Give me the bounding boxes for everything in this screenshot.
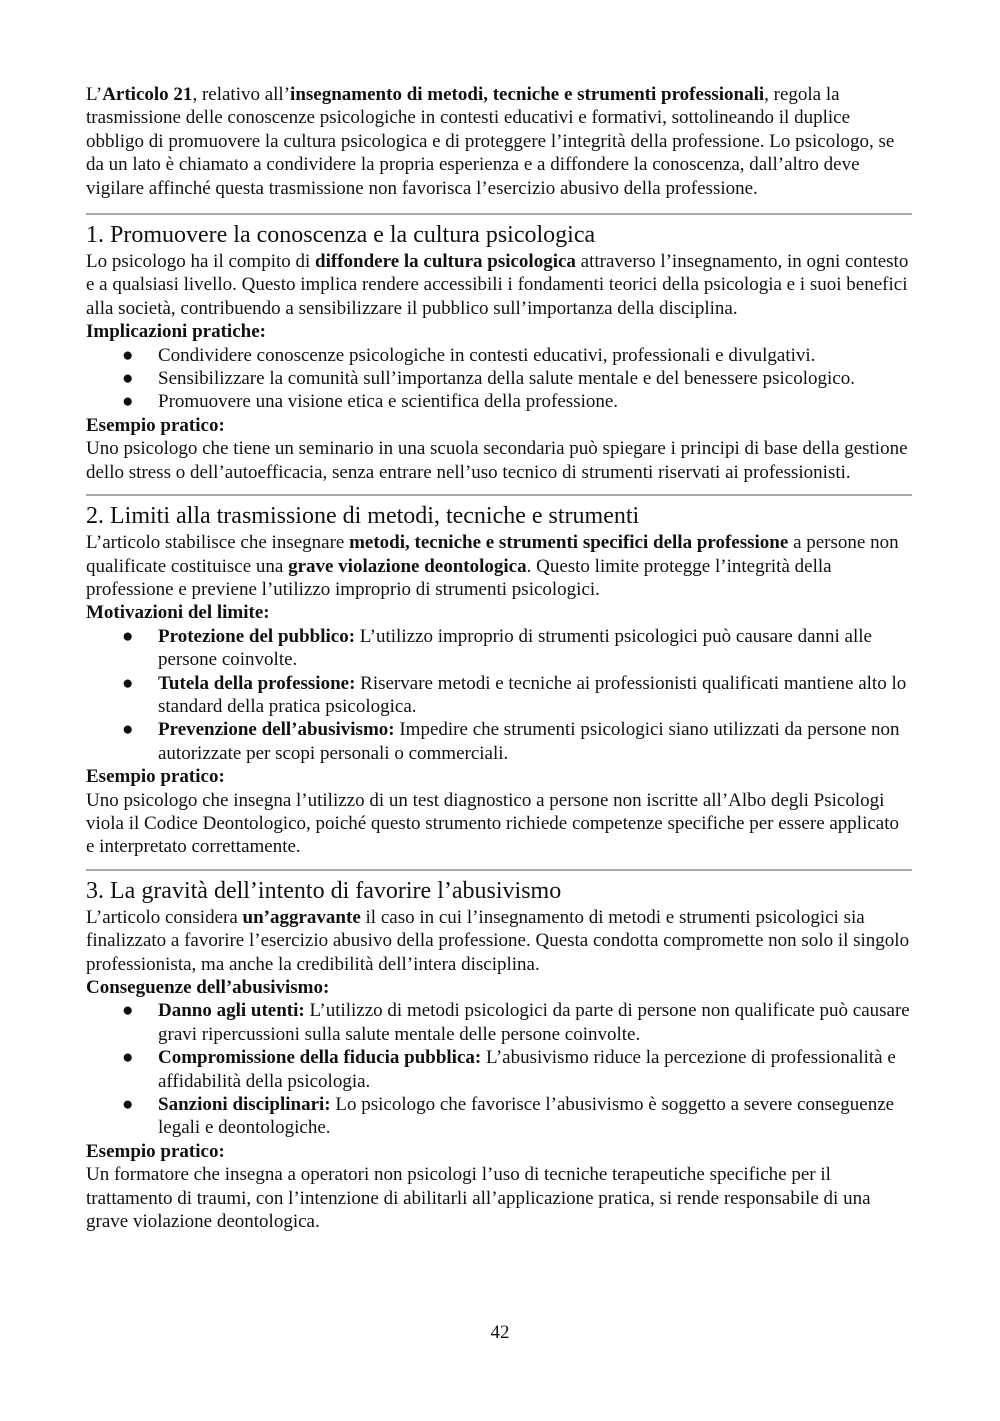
list-item [86, 367, 912, 390]
bullet-icon: ● [122, 672, 134, 694]
intro-paragraph [86, 83, 912, 200]
section-1-list-label: Implicazioni pratiche: [86, 321, 266, 343]
paragraph-text: L’articolo considera [86, 906, 243, 928]
section-3-paragraph [86, 906, 912, 976]
section-3-heading: 3. La gravità dell’intento di favorire l’abusivismo [86, 877, 562, 904]
list-item-bold: Danno agli utenti: [158, 1000, 305, 1022]
list-item-text: Riservare metodi e tecniche ai professionisti qualificati mantiene alto lo standard della pratica psicologica. [158, 672, 907, 717]
intro-bold-topic: insegnamento di metodi, tecniche e strumenti professionali [290, 84, 765, 105]
list-item [86, 344, 912, 367]
paragraph-bold: un’aggravante [242, 906, 361, 928]
paragraph-bold: metodi, tecniche e strumenti specifici della professione [349, 532, 789, 554]
list-item-text: L’abusivismo riduce la percezione di professionalità e affidabilità della psicologia. [158, 1047, 896, 1092]
section-1-example-label: Esempio pratico: [86, 414, 225, 436]
section-2-list [86, 625, 912, 765]
list-item [86, 625, 912, 672]
section-1-example: Uno psicologo che tiene un seminario in una scuola secondaria può spiegare i principi di base della gestione dello stress o dell’autoefficacia, senza entrare nell’uso tecnico di strumenti riservati ai professionisti. [86, 438, 908, 483]
section-divider [86, 213, 912, 215]
section-divider [86, 494, 912, 496]
list-item-text: Impedire che strumenti psicologici siano utilizzati da persone non autorizzate per scopi personali o commerciali. [158, 719, 900, 764]
paragraph-text: a persone non qualificate costituisce una [86, 532, 899, 577]
list-item-text: L’utilizzo improprio di strumenti psicologici può causare danni alle persone coinvolte. [158, 625, 872, 671]
section-3-example-label: Esempio pratico: [86, 1140, 225, 1162]
list-item-text: Lo psicologo che favorisce l’abusivismo è soggetto a severe conseguenze legali e deontologiche. [158, 1094, 895, 1139]
section-3-list-label: Conseguenze dell’abusivismo: [86, 977, 330, 998]
intro-text: , regola la trasmissione delle conoscenze psicologiche in contesti educativi e formativi, sottolineando il duplice obbligo di promuovere la cultura psicologica e di proteggere l’integrità della professione. Lo psicologo, se da un lato è chiamato a condividere la propria esperienza e a diffondere la conoscenza, dall’altro deve vigilare affinché questa trasmissione non favorisca l’esercizio abusivo della professione. [86, 84, 895, 199]
bullet-icon: ● [122, 368, 134, 390]
intro-text: L’ [86, 84, 103, 105]
intro-text: , relativo all’ [192, 84, 291, 105]
section-2-example: Uno psicologo che insegna l’utilizzo di un test diagnostico a persone non iscritte all’Albo degli Psicologi viola il Codice Deontologico, poiché questo strumento richiede competenze specifiche per essere applicato e interpretato correttamente. [86, 789, 900, 858]
list-item [86, 718, 912, 765]
list-item-bold: Compromissione della fiducia pubblica: [158, 1047, 482, 1069]
section-3-list [86, 999, 912, 1139]
list-item [86, 999, 912, 1046]
section-1-paragraph [86, 250, 912, 320]
section-2-heading: 2. Limiti alla trasmissione di metodi, tecniche e strumenti [86, 503, 640, 530]
section-2-paragraph [86, 531, 912, 601]
paragraph-text: Lo psicologo ha il compito di [86, 251, 316, 273]
bullet-icon: ● [122, 391, 134, 413]
list-item-bold: Sanzioni disciplinari: [158, 1094, 331, 1116]
bullet-icon: ● [122, 1047, 134, 1069]
list-item-text: Promuovere una visione etica e scientifica della professione. [158, 391, 619, 413]
list-item-text: Sensibilizzare la comunità sull’importanza della salute mentale e del benessere psicologico. [158, 368, 855, 390]
bullet-icon: ● [122, 1094, 134, 1116]
list-item [86, 672, 912, 719]
list-item [86, 1093, 912, 1140]
bullet-icon: ● [122, 1000, 134, 1022]
bullet-icon: ● [122, 625, 134, 647]
bullet-icon: ● [122, 719, 134, 741]
list-item-bold: Prevenzione dell’abusivismo: [158, 719, 395, 741]
paragraph-text: il caso in cui l’insegnamento di metodi e strumenti psicologici sia finalizzato a favorire l’esercizio abusivo della professione. Questa condotta compromette non solo il singolo professionista, ma anche la credibilità dell’intera disciplina. [86, 906, 910, 975]
document-page [86, 83, 912, 1233]
list-item [86, 1046, 912, 1093]
paragraph-text: . Questo limite protegge l’integrità della professione e previene l’utilizzo improprio di strumenti psicologici. [86, 555, 832, 600]
list-item-bold: Tutela della professione: [158, 672, 356, 694]
paragraph-bold: grave violazione deontologica [288, 555, 527, 577]
section-1-list [86, 344, 912, 414]
bullet-icon: ● [122, 344, 134, 366]
paragraph-text: attraverso l’insegnamento, in ogni contesto e a qualsiasi livello. Questo implica rendere accessibili i fondamenti teorici della psicologia e i suoi benefici alla società, contribuendo a sensibilizzare il pubblico sull’importanza della disciplina. [86, 251, 909, 319]
section-1-heading: 1. Promuovere la conoscenza e la cultura psicologica [86, 222, 596, 249]
paragraph-text: L’articolo stabilisce che insegnare [86, 532, 350, 554]
section-2-example-label: Esempio pratico: [86, 766, 225, 788]
intro-bold-article: Articolo 21 [102, 84, 193, 105]
section-divider [86, 869, 912, 871]
section-3-example: Un formatore che insegna a operatori non psicologi l’uso di tecniche terapeutiche specifiche per il trattamento di traumi, con l’intenzione di abilitarli all’applicazione pratica, si rende responsabile di una grave violazione deontologica. [86, 1164, 871, 1233]
paragraph-bold: diffondere la cultura psicologica [315, 251, 576, 273]
list-item-text: Condividere conoscenze psicologiche in contesti educativi, professionali e divulgativi. [158, 344, 816, 366]
list-item [86, 390, 912, 413]
list-item-text: L’utilizzo di metodi psicologici da parte di persone non qualificate può causare gravi ripercussioni sulla salute mentale delle persone coinvolte. [158, 1000, 910, 1045]
section-2-list-label: Motivazioni del limite: [86, 602, 270, 624]
page-number: 42 [490, 1322, 510, 1343]
list-item-bold: Protezione del pubblico: [158, 625, 356, 647]
